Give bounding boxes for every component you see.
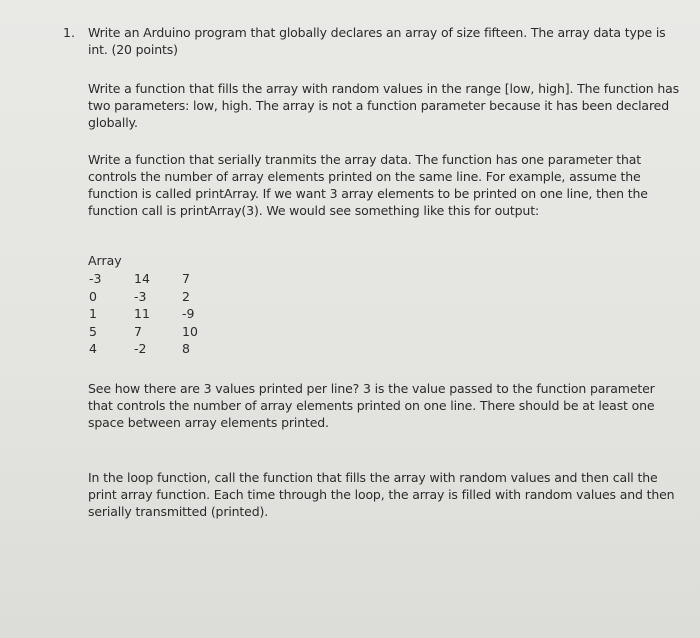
array-output-cell: 0 [89,288,97,304]
text-line: space between array elements printed. [88,415,329,430]
text-line: int. (20 points) [88,42,178,57]
text-line: print array function. Each time through the loop, the array is filled with random values and then [88,487,675,502]
text-line: that controls the number of array elements printed on one line. There should be at least one [88,398,655,413]
paragraph-task-fill-function [88,80,680,131]
array-output-cell: -3 [89,271,102,286]
text-line: serially transmitted (printed). [88,504,269,519]
array-output-cell: 14 [134,271,150,286]
question-number: 1. [63,25,75,40]
array-output-cell: 11 [134,306,150,321]
text-line: Write a function that serially tranmits the array data. The function has one parameter that [88,152,642,167]
array-output-cell: 7 [182,271,190,286]
text-line: In the loop function, call the function that fills the array with random values and then call the [88,470,658,485]
array-output-cell: 2 [182,288,190,304]
array-output-cell: 10 [182,323,198,339]
array-output-cell: -2 [134,341,147,356]
array-output-cell: 5 [89,323,97,339]
paragraph-explanation [88,380,663,431]
array-output-cell: 1 [89,306,97,321]
text-line: Write an Arduino program that globally declares an array of size fifteen. The array data type is [88,25,666,40]
text-line: Write a function that fills the array with random values in the range [low, high]. The function has [88,81,680,96]
text-line: two parameters: low, high. The array is not a function parameter because it has been declared [88,98,669,113]
paragraph-task-loop [88,469,675,520]
text-line: function call is printArray(3). We would see something like this for output: [88,203,540,218]
array-output-cell: -3 [134,288,147,304]
array-output-cell: 4 [89,341,97,356]
text-line: function is called printArray. If we want 3 array elements to be printed on one line, then the [88,186,648,201]
paragraph-task-print-function [88,151,663,219]
text-line: controls the number of array elements printed on the same line. For example, assume the [88,169,641,184]
text-line: globally. [88,115,138,130]
array-output-cell: 7 [134,323,142,339]
text-line: See how there are 3 values printed per line? 3 is the value passed to the function parameter [88,381,655,396]
array-output-cell: 8 [182,341,190,356]
array-output-cell: -9 [182,306,195,321]
array-output-title: Array [88,253,122,268]
paragraph-task-declare-array [88,24,666,58]
